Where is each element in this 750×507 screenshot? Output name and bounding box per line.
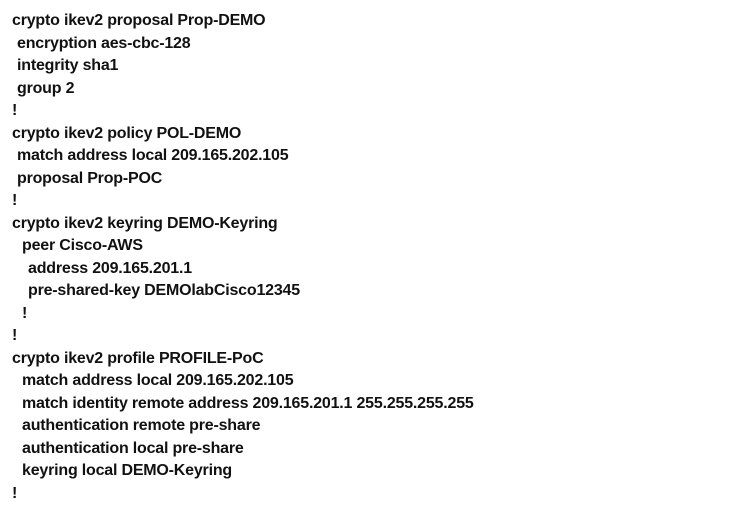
- config-line-pre-shared-key: pre-shared-key DEMOlabCisco12345: [28, 282, 300, 299]
- config-line-profile-keyring: keyring local DEMO-Keyring: [22, 462, 232, 479]
- config-line-policy-proposal: proposal Prop-POC: [17, 169, 163, 187]
- cli-config-listing: [12, 10, 474, 505]
- config-line-separator: !: [12, 484, 18, 502]
- config-line-peer-address: address 209.165.201.1: [28, 259, 192, 277]
- config-line-separator: !: [12, 192, 18, 209]
- config-line-auth-local: authentication local pre-share: [22, 439, 244, 457]
- config-line-integrity: integrity sha1: [17, 57, 119, 74]
- config-line-policy-match-address: match address local 209.165.202.105: [17, 147, 289, 164]
- config-line-encryption: encryption aes-cbc-128: [17, 34, 191, 52]
- config-line-peer: peer Cisco-AWS: [22, 237, 143, 254]
- config-line-auth-remote: authentication remote pre-share: [22, 417, 261, 434]
- config-line-policy-header: crypto ikev2 policy POL-DEMO: [12, 124, 242, 142]
- config-line-proposal-header: crypto ikev2 proposal Prop-DEMO: [12, 12, 266, 29]
- config-line-separator: !: [12, 102, 18, 119]
- config-line-profile-header: crypto ikev2 profile PROFILE-PoC: [12, 349, 264, 367]
- config-line-separator: !: [22, 304, 28, 322]
- config-line-keyring-header: crypto ikev2 keyring DEMO-Keyring: [12, 214, 278, 232]
- config-line-profile-match-address: match address local 209.165.202.105: [22, 372, 294, 389]
- config-line-separator: !: [12, 327, 18, 344]
- config-line-group: group 2: [17, 79, 75, 97]
- config-line-profile-match-identity: match identity remote address 209.165.201.1 255.255.255.255: [22, 394, 474, 412]
